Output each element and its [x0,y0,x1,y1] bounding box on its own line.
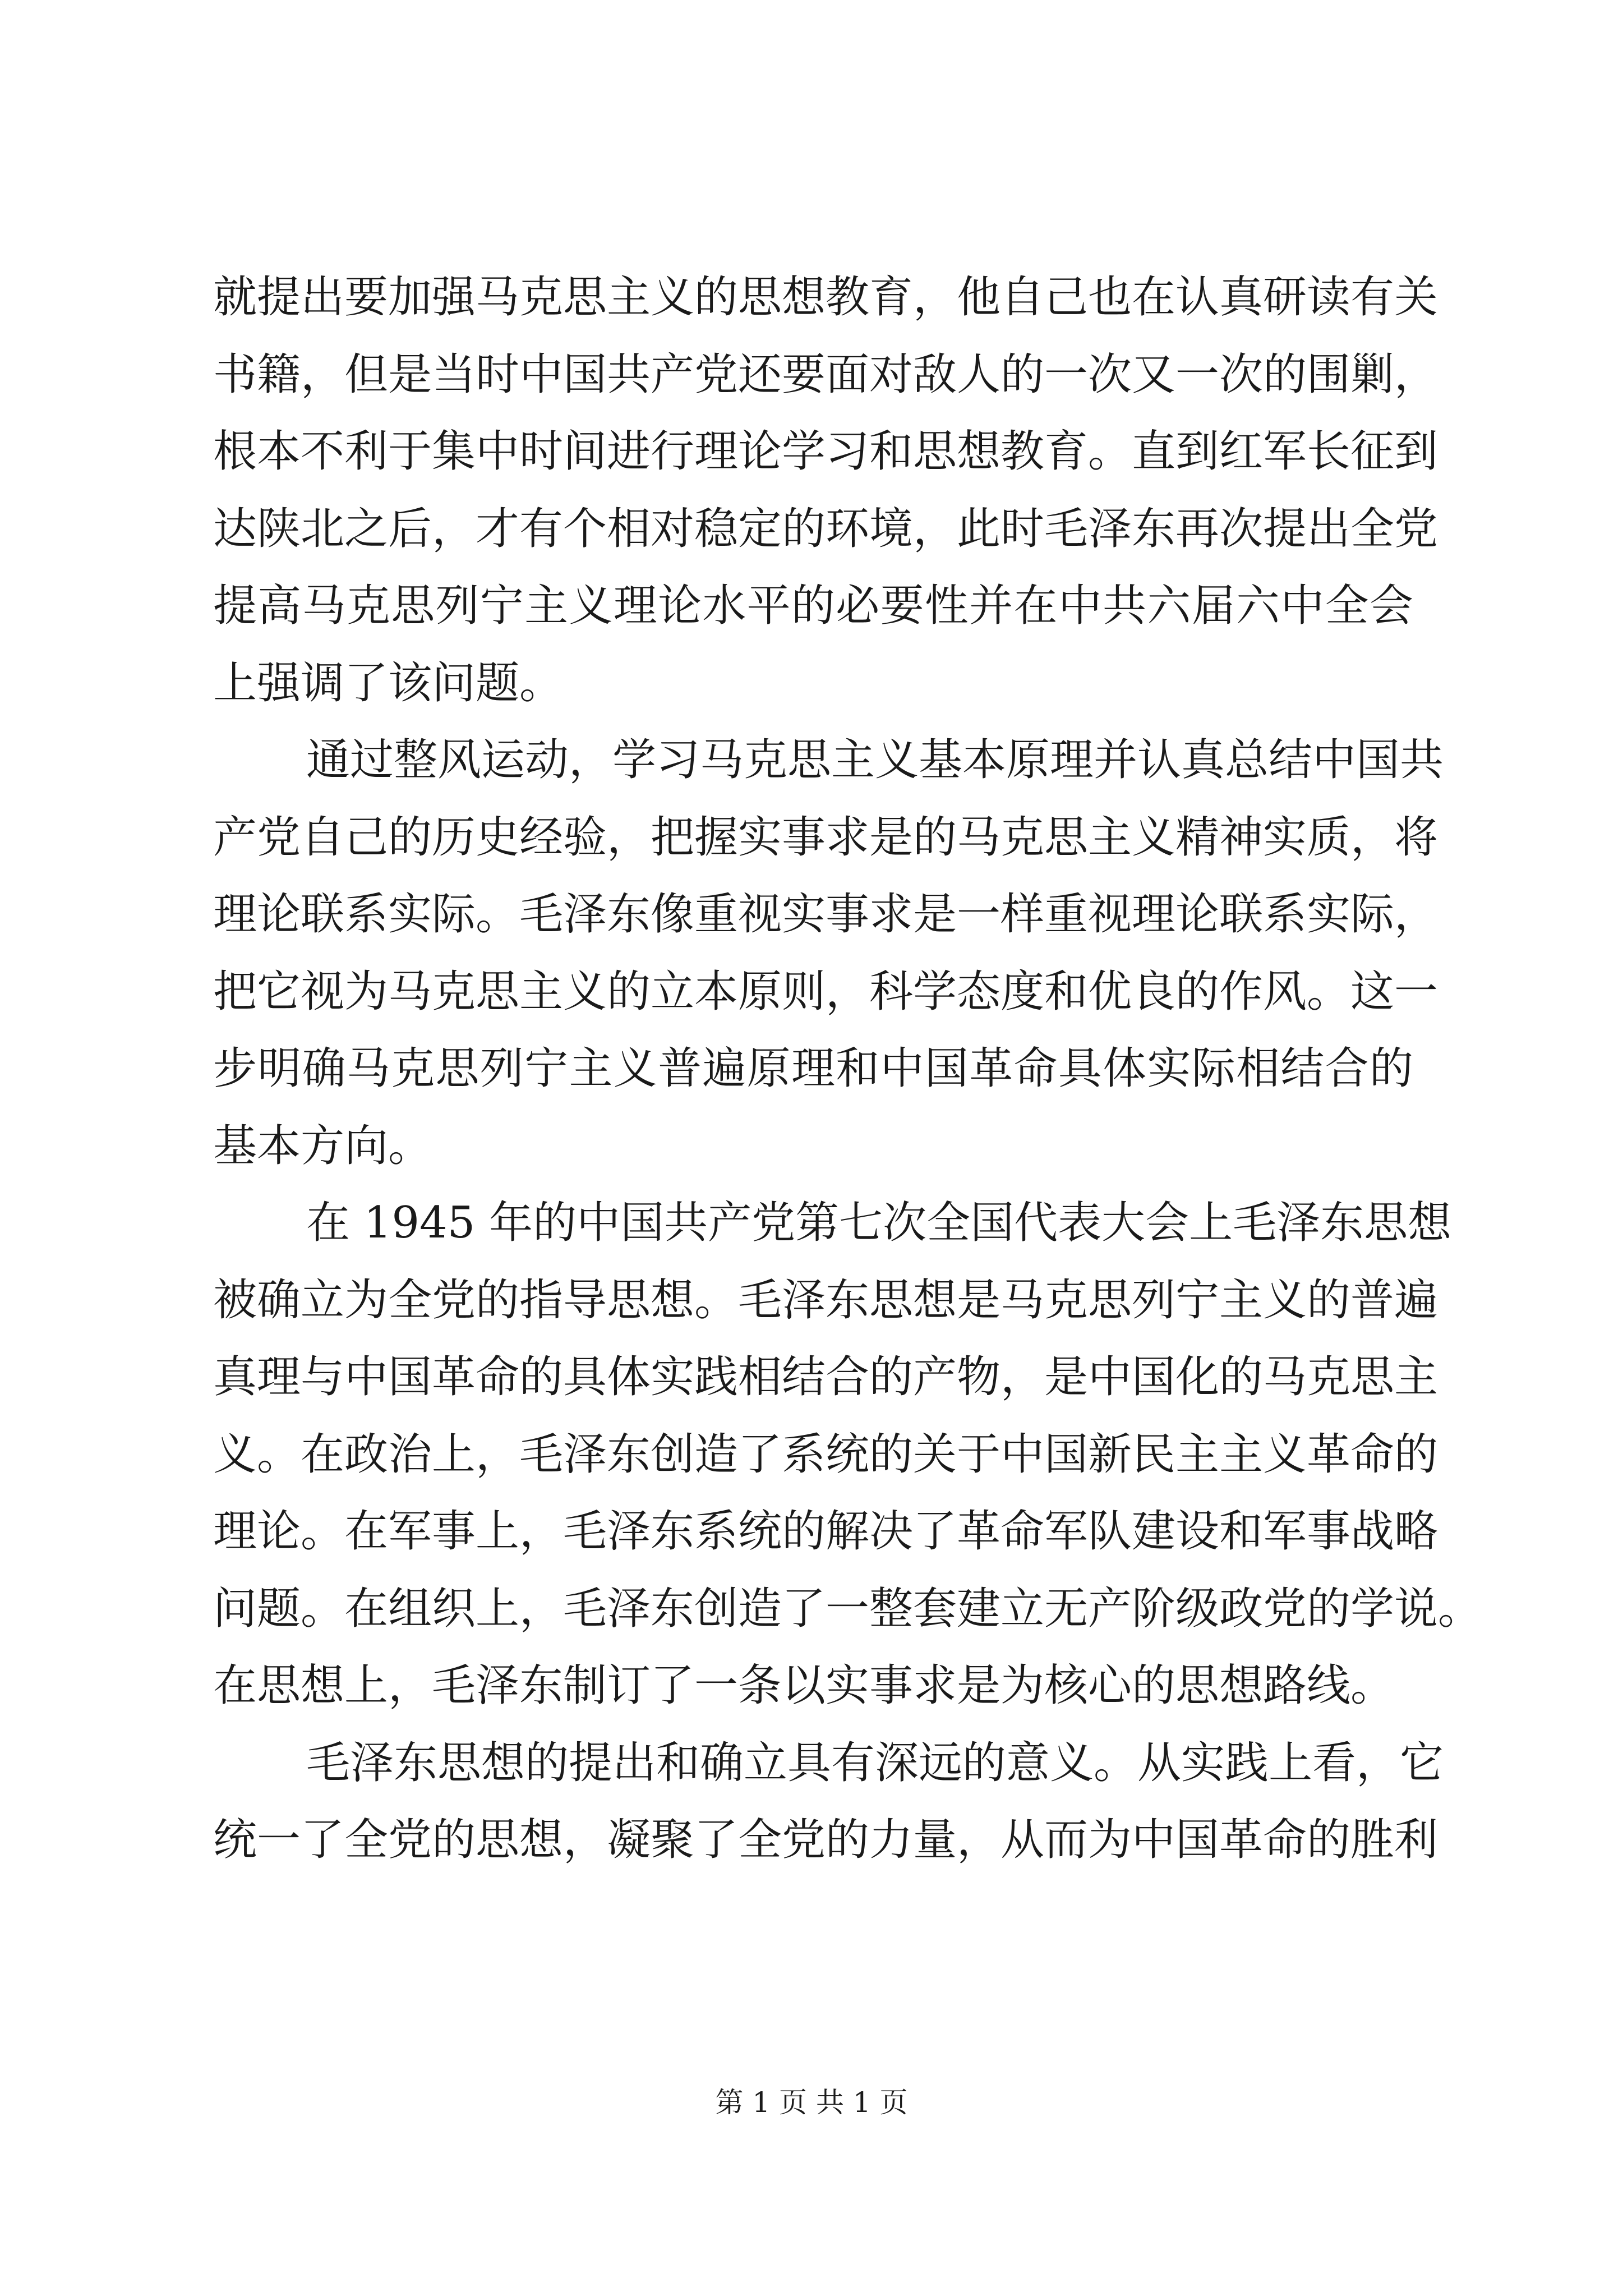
text-line: 提高马克思列宁主义理论水平的必要性并在中共六届六中全会 [213,581,1413,631]
text-line: 就提出要加强马克思主义的思想教育，他自己也在认真研读有关 [213,272,1438,323]
paragraph-1 [213,259,1438,722]
text-line: 产党自己的历史经验，把握实事求是的马克思主义精神实质，将 [213,812,1438,863]
text-line: 达陕北之后，才有个相对稳定的环境，此时毛泽东再次提出全党 [213,503,1438,554]
text-line: 理论联系实际。毛泽东像重视实事求是一样重视理论联系实际， [213,889,1438,940]
text-line: 义。在政治上，毛泽东创造了系统的关于中国新民主主义革命的 [213,1429,1438,1480]
text-line: 通过整风运动，学习马克思主义基本原理并认真总结中国共 [306,735,1444,785]
text-line: 根本不利于集中时间进行理论学习和思想教育。直到红军长征到 [213,426,1438,477]
paragraph-4 [213,1725,1444,1879]
text-line: 步明确马克思列宁主义普遍原理和中国革命具体实际相结合的 [213,1043,1413,1094]
paragraph-3 [213,1185,1482,1725]
text-line: 被确立为全党的指导思想。毛泽东思想是马克思列宁主义的普遍 [213,1274,1438,1326]
text-line: 在 1945 年的中国共产党第七次全国代表大会上毛泽东思想 [306,1198,1452,1248]
text-line: 在思想上，毛泽东制订了一条以实事求是为核心的思想路线。 [213,1660,1395,1711]
text-line: 理论。在军事上，毛泽东系统的解决了革命军队建设和军事战略 [213,1506,1438,1557]
paragraph-2 [213,722,1444,1185]
text-line: 基本方向。 [213,1120,432,1171]
text-line: 统一了全党的思想，凝聚了全党的力量，从而为中国革命的胜利 [213,1815,1438,1865]
document-body [213,259,1482,1879]
text-line: 问题。在组织上，毛泽东创造了一整套建立无产阶级政党的学说。 [213,1583,1482,1634]
text-line: 毛泽东思想的提出和确立具有深远的意义。从实践上看，它 [306,1737,1444,1788]
text-line: 书籍，但是当时中国共产党还要面对敌人的一次又一次的围剿， [213,349,1438,400]
text-line: 把它视为马克思主义的立本原则，科学态度和优良的作风。这一 [213,966,1438,1017]
page-number-footer: 第 1 页 共 1 页 [715,2086,908,2119]
text-line: 真理与中国革命的具体实践相结合的产物，是中国化的马克思主 [213,1352,1438,1402]
text-line: 上强调了该问题。 [213,657,564,708]
